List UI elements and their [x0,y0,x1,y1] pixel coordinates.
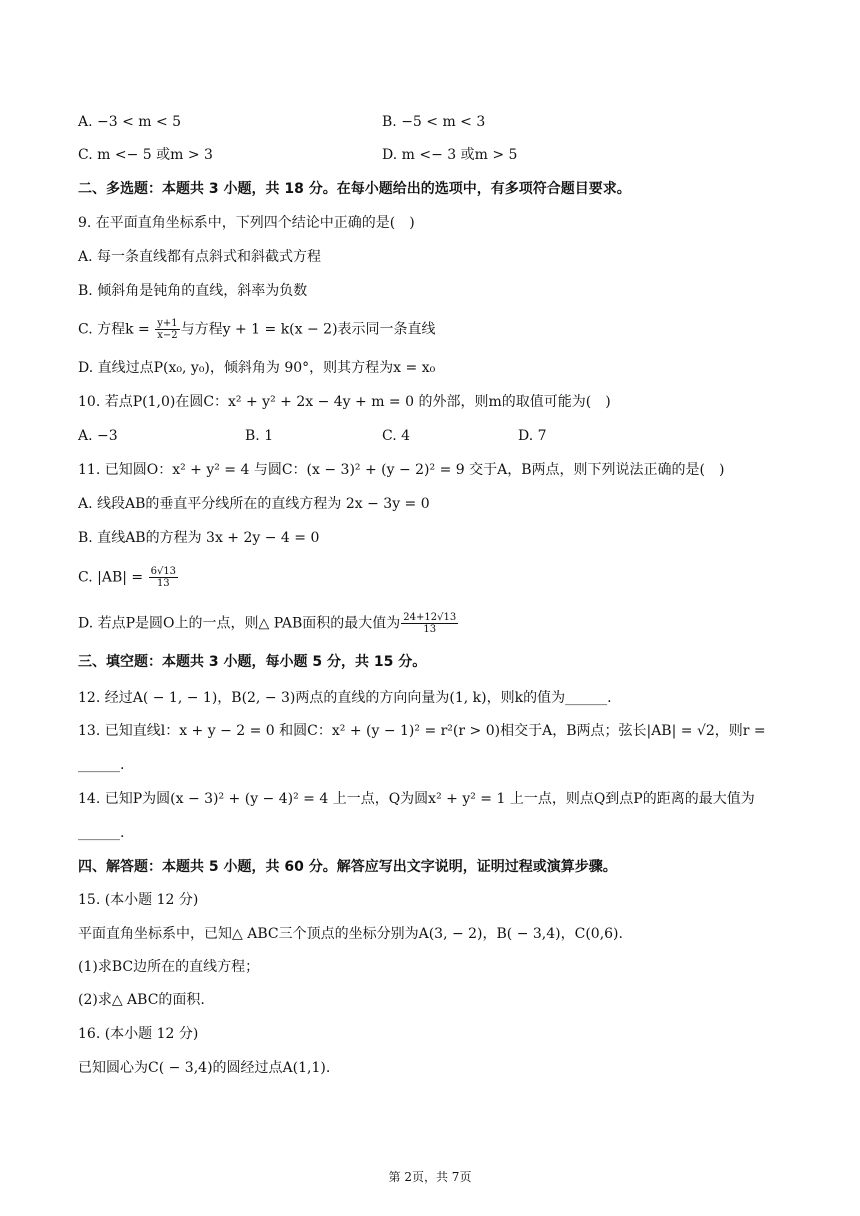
q11-option-c-fraction [149,566,178,589]
q8-option-b: B. −5 < m < 3 [382,114,486,130]
q11-option-b: B. 直线AB的方程为 3x + 2y − 4 = 0 [78,530,320,546]
q8-option-a: A. −3 < m < 5 [78,114,182,130]
q9-option-c-post: 与方程y + 1 = k(x − 2)表示同一条直线 [180,321,436,338]
q9-option-d: D. 直线过点P(x₀, y₀)，倾斜角为 90°，则其方程为x = x₀ [78,360,436,376]
q16-heading: 16. (本小题 12 分) [78,1026,199,1042]
q10-option-c: C. 4 [382,428,411,444]
q11-option-d-pre: D. 若点P是圆O上的一点，则△ PAB面积的最大值为 [78,615,401,632]
q10-option-a: A. −3 [78,428,118,444]
q14-line-2: ______. [78,825,125,841]
fraction-numerator: 6√13 [150,566,177,577]
section-4-heading: 四、解答题：本题共 5 小题，共 60 分。解答应写出文字说明，证明过程或演算步骤。 [78,859,617,875]
q11-option-d-fraction [401,612,458,635]
q10-option-b: B. 1 [245,428,274,444]
q9-option-c [78,318,436,341]
q8-option-d: D. m <− 3 或m > 5 [382,147,518,163]
section-2-heading: 二、多选题：本题共 3 小题，共 18 分。在每小题给出的选项中，有多项符合题目要求。 [78,181,631,197]
q11-stem: 11. 已知圆O：x² + y² = 4 与圆C：(x − 3)² + (y − 2)² = 9 交于A，B两点，则下列说法正确的是( ) [78,462,725,478]
fraction-denominator: 13 [156,578,170,589]
q16-body: 已知圆心为C( − 3,4)的圆经过点A(1,1). [78,1060,331,1076]
q9-option-c-pre: C. 方程k = [78,321,155,338]
fraction-numerator: 24+12√13 [403,612,457,623]
q9-option-b: B. 倾斜角是钝角的直线，斜率为负数 [78,283,308,299]
q8-option-c: C. m <− 5 或m > 3 [78,147,213,163]
fraction-numerator: y+1 [157,318,178,329]
q15-body: 平面直角坐标系中，已知△ ABC三个顶点的坐标分别为A(3, − 2)，B( − 3,4)，C(0,6). [78,926,623,942]
page-footer: 第 2页，共 7页 [388,1170,472,1184]
q10-option-d: D. 7 [518,428,547,444]
q9-stem: 9. 在平面直角坐标系中，下列四个结论中正确的是( ) [78,215,415,231]
section-3-heading: 三、填空题：本题共 3 小题，每小题 5 分，共 15 分。 [78,654,427,670]
q13-line-2: ______. [78,757,125,773]
q15-part-2: (2)求△ ABC的面积. [78,992,205,1008]
q11-option-a: A. 线段AB的垂直平分线所在的直线方程为 2x − 3y = 0 [78,496,430,512]
q11-option-c [78,566,179,589]
fraction-denominator: x−2 [157,330,178,341]
q14-line-1: 14. 已知P为圆(x − 3)² + (y − 4)² = 4 上一点，Q为圆x² + y² = 1 上一点，则点Q到点P的距离的最大值为 [78,791,755,807]
q9-option-a: A. 每一条直线都有点斜式和斜截式方程 [78,249,322,265]
q11-option-c-pre: C. |AB| = [78,569,148,586]
q11-option-d [78,612,459,635]
q10-stem: 10. 若点P(1,0)在圆C：x² + y² + 2x − 4y + m = 0 的外部，则m的取值可能为( ) [78,394,611,410]
q15-part-1: (1)求BC边所在的直线方程； [78,959,260,975]
q9-option-c-fraction [155,318,179,341]
q13-line-1: 13. 已知直线l：x + y − 2 = 0 和圆C：x² + (y − 1)² = r²(r > 0)相交于A，B两点；弦长|AB| = √2，则r = [78,723,766,739]
q12-text: 12. 经过A( − 1, − 1)，B(2, − 3)两点的直线的方向向量为(1, k)，则k的值为______. [78,690,612,706]
fraction-denominator: 13 [423,624,437,635]
q15-heading: 15. (本小题 12 分) [78,892,199,908]
